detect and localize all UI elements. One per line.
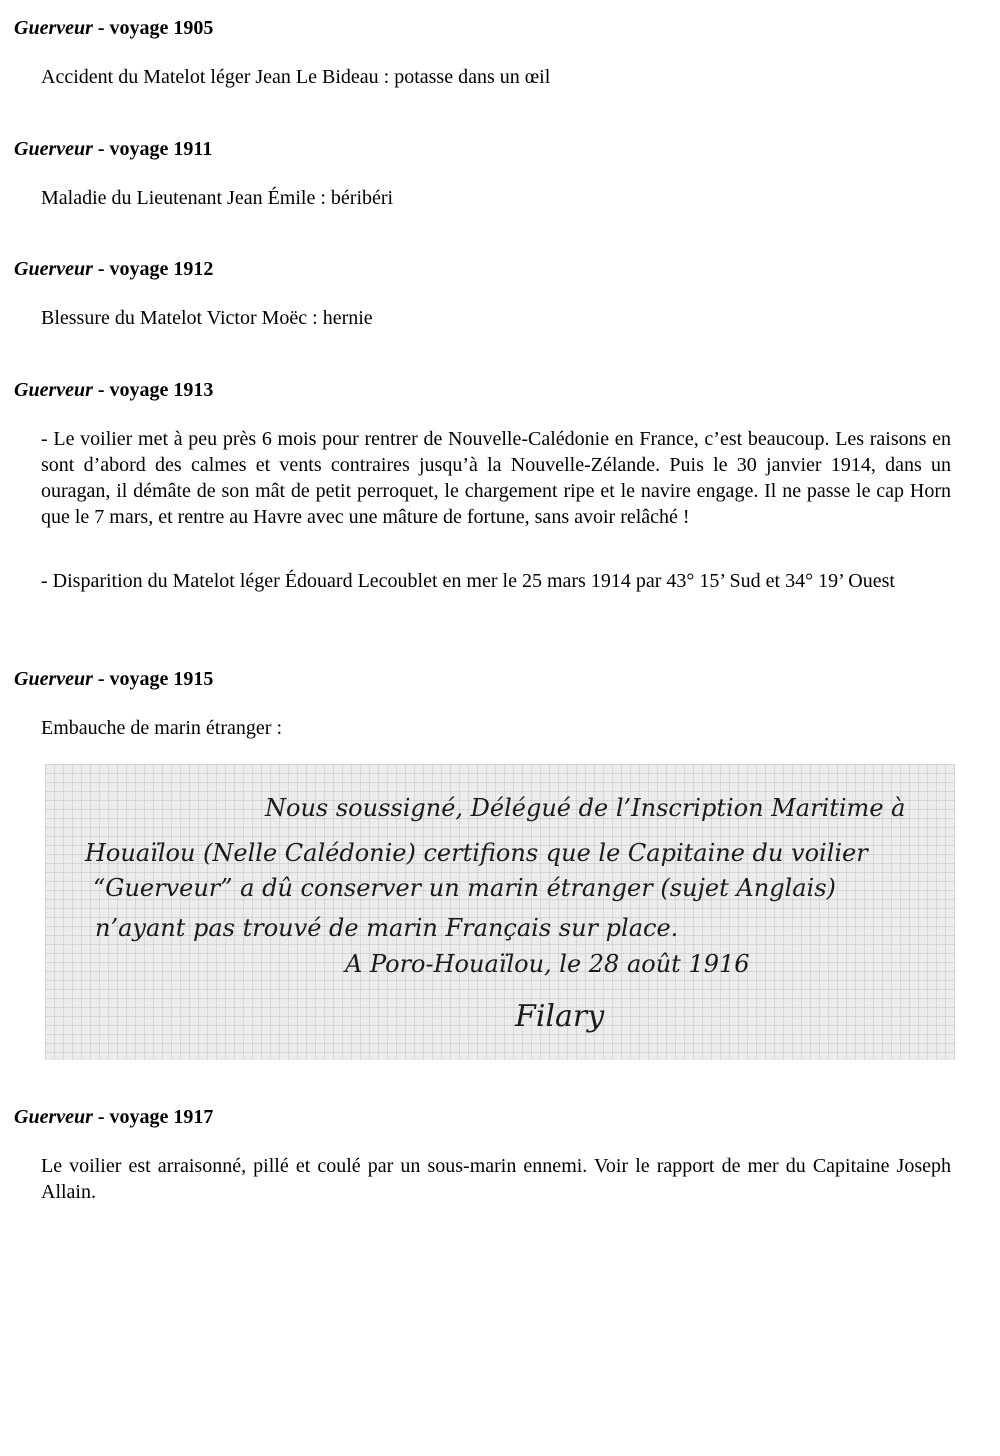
entry-title-1912	[14, 257, 213, 281]
handwritten-certificate	[45, 764, 955, 1060]
entry-title-1911	[14, 137, 212, 161]
voyage-label: - voyage 1912	[92, 258, 214, 280]
entry-text-1915: Embauche de marin étranger :	[41, 717, 282, 739]
voyage-label: - voyage 1913	[92, 379, 214, 401]
ship-name: Guerveur	[14, 17, 93, 39]
handwritten-certificate-drawing	[45, 764, 955, 1060]
ship-name: Guerveur	[14, 1106, 93, 1128]
ship-name: Guerveur	[14, 668, 93, 690]
ship-name: Guerveur	[14, 138, 93, 160]
handwritten-line: “Guerveur” a dû conserver un marin étranger (sujet Anglais)	[93, 874, 836, 902]
entry-text-1912: Blessure du Matelot Victor Moëc : hernie	[41, 307, 373, 329]
ship-name: Guerveur	[14, 258, 93, 280]
entry-title-1917	[14, 1105, 213, 1129]
entry-title-1905	[14, 16, 213, 40]
signature: Filary	[515, 999, 605, 1034]
voyage-label: - voyage 1905	[92, 17, 214, 39]
ship-name: Guerveur	[14, 379, 93, 401]
entry-text-1913-voyage: - Le voilier met à peu près 6 mois pour rentrer de Nouvelle-Calédonie en France, c’est beaucoup. Les raisons en sont d’abord des calmes et vents contraires jusqu’à la Nouvelle-Zélande. Puis le 30 janvier 1914, dans un ouragan, il démâte de son mât de petit perroquet, le chargement ripe et le navire engage. Il ne passe le cap Horn que le 7 mars, et rentre au Havre avec une mâture de fortune, sans avoir relâché !	[41, 428, 951, 528]
entry-text-1911: Maladie du Lieutenant Jean Émile : béribéri	[41, 187, 394, 209]
handwritten-line: A Poro-Houaïlou, le 28 août 1916	[345, 950, 750, 978]
entry-title-1913	[14, 378, 213, 402]
handwritten-line: n’ayant pas trouvé de marin Français sur place.	[95, 914, 679, 942]
handwritten-line: Nous soussigné, Délégué de l’Inscription Maritime à	[265, 794, 906, 822]
voyage-label: - voyage 1917	[92, 1106, 214, 1128]
entry-text-1917: Le voilier est arraisonné, pillé et coulé par un sous-marin ennemi. Voir le rapport de mer du Capitaine Joseph Allain.	[41, 1155, 951, 1203]
voyage-label: - voyage 1915	[92, 668, 214, 690]
entry-title-1915	[14, 667, 213, 691]
entry-text-1905: Accident du Matelot léger Jean Le Bideau : potasse dans un œil	[41, 66, 551, 88]
voyage-label: - voyage 1911	[92, 138, 213, 160]
entry-text-1913-disparition: - Disparition du Matelot léger Édouard Lecoublet en mer le 25 mars 1914 par 43° 15’ Sud et 34° 19’ Ouest	[41, 570, 895, 592]
handwritten-line: Houaïlou (Nelle Calédonie) certifions que le Capitaine du voilier	[85, 839, 868, 867]
